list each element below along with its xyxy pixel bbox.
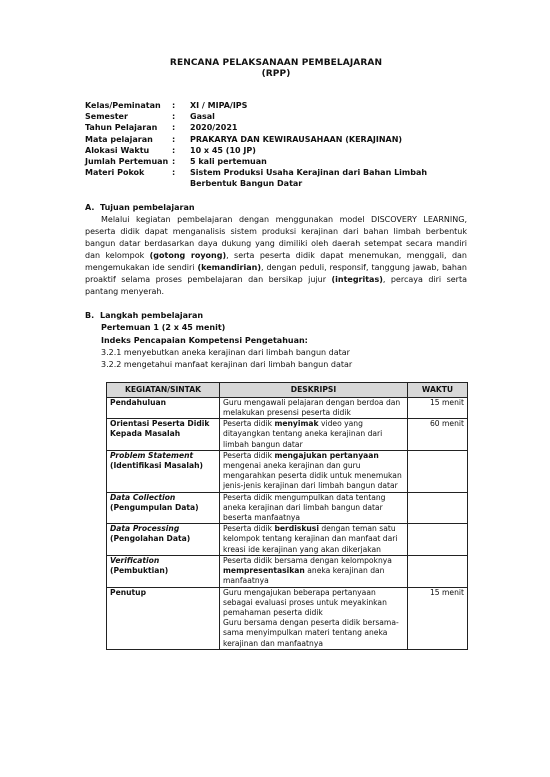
activity-cell [107, 419, 220, 451]
table-row [107, 524, 468, 556]
title-line-2: (RPP) [261, 69, 291, 79]
meeting-title: Pertemuan 1 (2 x 45 menit) [101, 323, 226, 333]
activity-name: Pendahuluan [110, 397, 167, 407]
description-text: Guru bersama dengan peserta didik bersama-sama menyimpulkan materi tentang aneka kerajinan dan manfaatnya [223, 618, 399, 648]
competency-heading: Indeks Pencapaian Kompetensi Pengetahuan: [101, 335, 308, 345]
section-langkah [85, 310, 467, 649]
description-emphasis: mengajukan pertanyaan [274, 450, 379, 460]
meta-sep: : [172, 134, 176, 144]
description-text: aneka kerajinan dan manfaatnya [223, 566, 385, 586]
competency-item: 3.2.1 menyebutkan aneka kerajinan dari limbah bangun datar [101, 347, 350, 357]
section-title: Tujuan pembelajaran [100, 202, 195, 212]
identity-block [85, 100, 467, 190]
meta-value: 5 kali pertemuan [190, 157, 267, 167]
meta-key: Kelas/Peminatan [85, 101, 161, 110]
description-emphasis: mempresentasikan [223, 566, 305, 576]
document-title [85, 58, 467, 80]
description-text: Peserta didik [223, 419, 275, 429]
activity-name: Orientasi Peserta Didik [110, 419, 210, 429]
activity-name: Problem Statement [110, 450, 194, 460]
section-tujuan [85, 202, 467, 299]
description-text: Peserta didik bersama dengan kelompoknya [223, 555, 392, 565]
activity-cell [107, 397, 220, 418]
meta-value: PRAKARYA DAN KEWIRAUSAHAAN (KERAJINAN) [190, 134, 403, 144]
value-emphasis: (kemandirian) [197, 263, 261, 273]
meta-value: Sistem Produksi Usaha Kerajinan dari Bahan Limbah Berbentuk Bangun Datar [190, 168, 428, 189]
description-cell [220, 450, 408, 492]
meta-key: Tahun Pelajaran [85, 123, 158, 133]
time-cell [408, 492, 468, 524]
title-line-1: RENCANA PELAKSANAAN PEMBELAJARAN [169, 58, 383, 68]
objective-paragraph [85, 214, 467, 299]
section-title: Langkah pembelajaran [100, 311, 204, 321]
activity-name: Data Processing [110, 524, 180, 534]
description-cell [220, 587, 408, 649]
meta-value: Gasal [190, 112, 215, 122]
meta-key: Jumlah Pertemuan [85, 157, 169, 167]
description-emphasis: berdiskusi [274, 524, 319, 534]
description-cell [220, 555, 408, 587]
table-row [107, 555, 468, 587]
description-text: Guru mengawali pelajaran dengan berdoa dan melakukan presensi peserta didik [223, 397, 401, 418]
meta-value: 10 x 45 (10 JP) [190, 145, 256, 155]
meta-row-semester [85, 111, 467, 122]
activity-subname: (Pembuktian) [110, 566, 169, 576]
description-text: Peserta didik [223, 524, 275, 534]
meta-key: Alokasi Waktu [85, 145, 150, 155]
section-letter: B. [85, 311, 95, 321]
paragraph-text: Melalui kegiatan pembelajaran dengan menggunakan model DISCOVERY LEARNING, peserta didik dapat menganalisis sistem produksi kerajinan dari bahan limbah berbentuk bangun datar berdasarkan daya dukung yang dimiliki oleh daerah setempat secara mandiri dan kelompok [85, 214, 467, 260]
description-cell [220, 397, 408, 418]
paragraph-text: , dengan peduli, responsif, tanggung jawab, bahan proaktif selama proses pembelajaran dan bersikap jujur [85, 263, 467, 285]
meta-sep: : [172, 157, 176, 167]
activity-cell [107, 555, 220, 587]
description-cell [220, 492, 408, 524]
meta-key: Semester [85, 112, 128, 122]
competency-item: 3.2.2 mengetahui manfaat kerajinan dari limbah bangun datar [101, 359, 353, 369]
section-letter: A. [85, 202, 95, 212]
meta-key: Materi Pokok [85, 168, 145, 178]
meta-key: Mata pelajaran [85, 134, 153, 144]
description-text: mengenai aneka kerajinan dan guru mengarahkan peserta didik untuk menemukan jenis-jenis kerajinan dari limbah bangun datar [223, 461, 402, 491]
paragraph-text: , percaya diri serta pantang menyerah. [85, 275, 467, 297]
activity-subname: Kepada Masalah [110, 429, 181, 439]
meta-sep: : [172, 168, 176, 178]
meta-sep: : [172, 112, 176, 122]
section-heading [85, 202, 467, 214]
table-row [107, 397, 468, 418]
meta-value: 2020/2021 [190, 123, 238, 133]
description-cell [220, 524, 408, 556]
activity-name: Verification [110, 555, 160, 565]
meta-row-pertemuan [85, 156, 467, 167]
column-header: KEGIATAN/SINTAK [107, 382, 220, 397]
time-cell [408, 524, 468, 556]
activity-name: Penutup [110, 587, 146, 597]
meta-row-materi [85, 167, 467, 189]
value-emphasis: (integritas) [331, 275, 383, 285]
activity-cell [107, 524, 220, 556]
time-cell: 15 menit [408, 587, 468, 649]
meta-row-kelas [85, 100, 467, 111]
table-row [107, 587, 468, 649]
time-cell [408, 555, 468, 587]
meta-row-mapel [85, 134, 467, 145]
meta-sep: : [172, 123, 176, 133]
section-heading [85, 310, 467, 322]
learning-steps-table [106, 382, 468, 650]
value-emphasis: (gotong royong) [149, 251, 227, 260]
description-text: dengan teman satu kelompok tentang kerajinan dan manfaat dari kreasi ide kerajinan yang akan dikerjakan [223, 524, 398, 554]
activity-subname: (Identifikasi Masalah) [110, 461, 204, 471]
table-row [107, 492, 468, 524]
description-cell [220, 419, 408, 451]
column-header: WAKTU [408, 382, 468, 397]
activity-cell [107, 492, 220, 524]
description-text: video yang ditayangkan tentang aneka kerajinan dari limbah bangun datar [223, 419, 383, 449]
meta-row-tahun [85, 122, 467, 133]
activity-cell [107, 587, 220, 649]
meta-sep: : [172, 101, 176, 110]
description-text: Peserta didik mengumpulkan data tentang aneka kerajinan dari limbah bangun datar beserta manfaatnya [223, 492, 386, 523]
activity-cell [107, 450, 220, 492]
meta-value: XI / MIPA/IPS [190, 101, 248, 110]
activity-name: Data Collection [110, 492, 176, 502]
column-header: DESKRIPSI [220, 382, 408, 397]
activity-subname: (Pengumpulan Data) [110, 502, 199, 512]
meeting-info [85, 322, 467, 370]
meta-row-alokasi [85, 145, 467, 156]
meta-sep: : [172, 145, 176, 155]
table-header-row [107, 382, 468, 397]
paragraph-text: , serta peserta didik dapat menemukan, menggali, dan mengemukakan ide sendiri [85, 251, 467, 273]
table-row [107, 450, 468, 492]
time-cell [408, 450, 468, 492]
time-cell: 15 menit [408, 397, 468, 418]
table-row [107, 419, 468, 451]
description-emphasis: menyimak [274, 419, 319, 429]
time-cell: 60 menit [408, 419, 468, 451]
description-text: Peserta didik [223, 450, 275, 460]
activity-subname: (Pengolahan Data) [110, 534, 191, 544]
rpp-document [85, 58, 467, 650]
description-text: Guru mengajukan beberapa pertanyaan sebagai evaluasi proses untuk meyakinkan pemahaman peserta didik [223, 587, 387, 617]
